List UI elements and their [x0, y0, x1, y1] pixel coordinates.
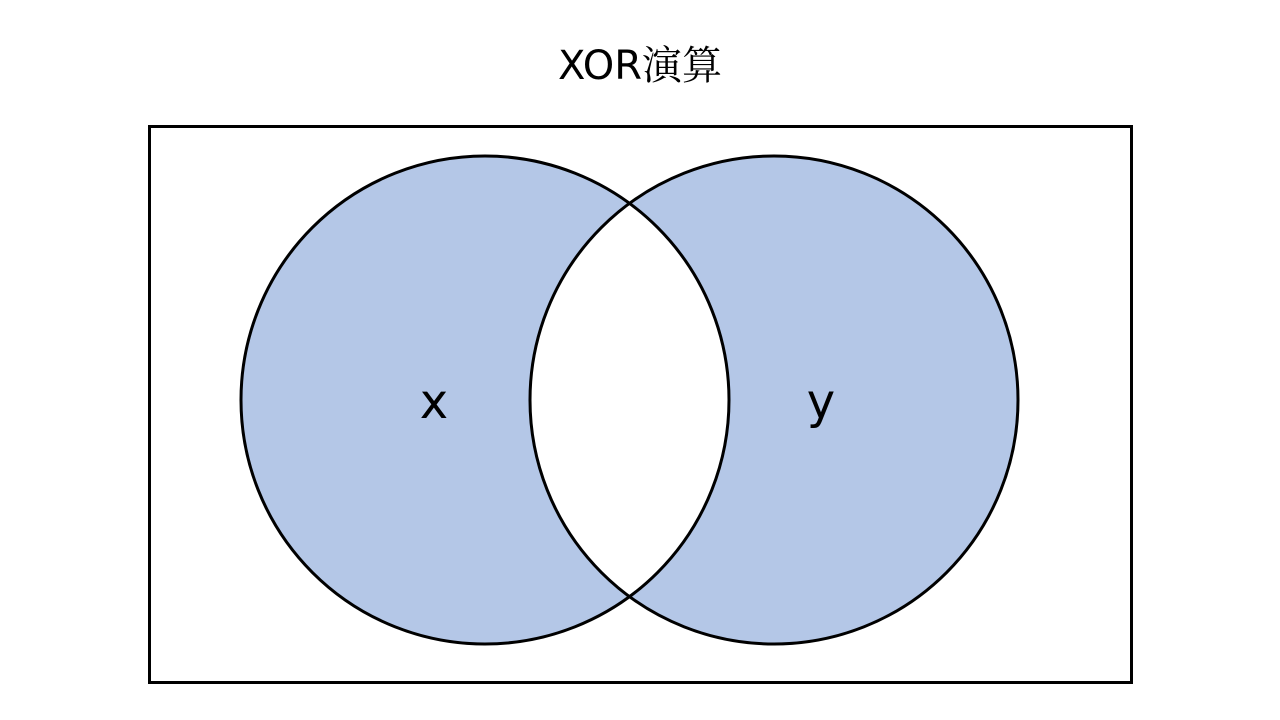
set-x-label: x: [419, 374, 449, 430]
diagram-title: XOR演算: [557, 43, 723, 89]
set-y-label: y: [806, 374, 836, 430]
